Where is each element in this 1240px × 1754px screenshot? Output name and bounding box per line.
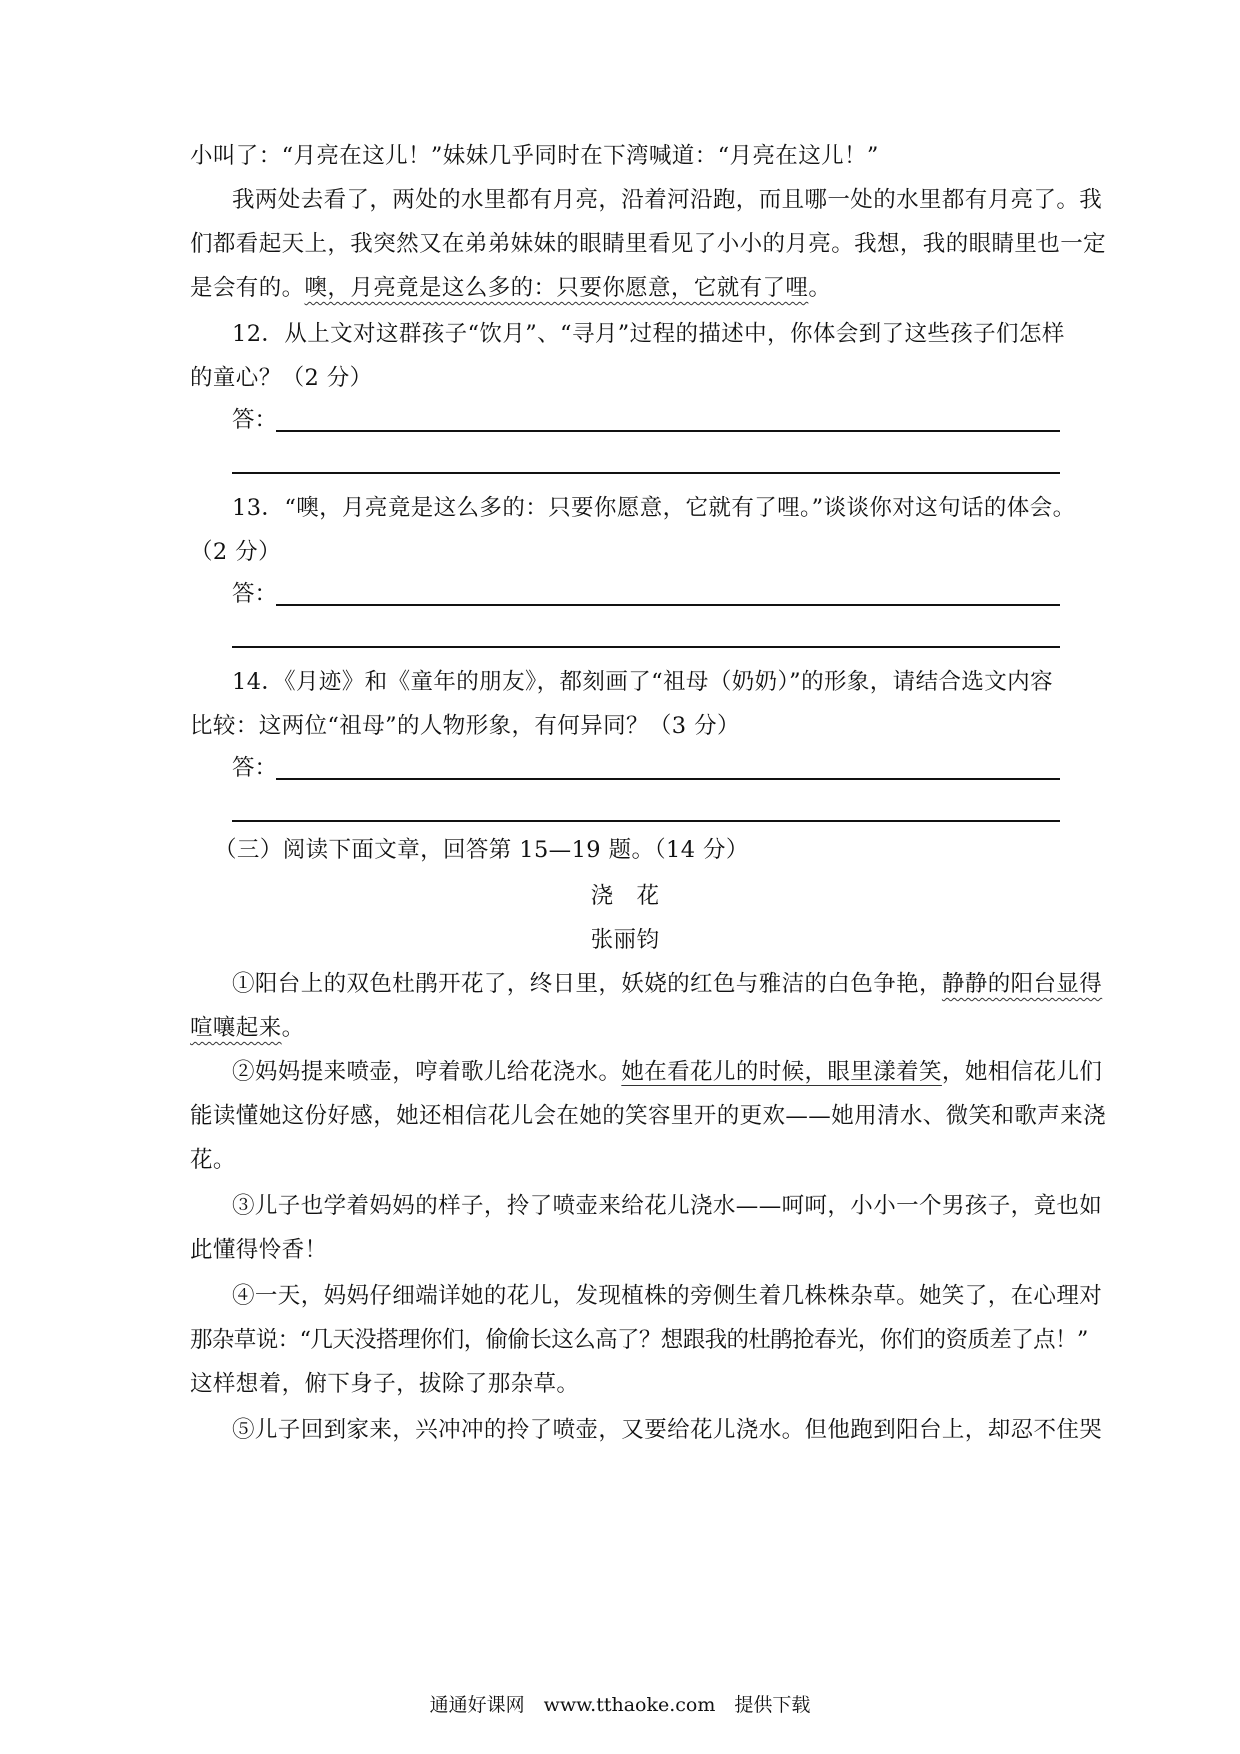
paragraph-5-line: ⑤儿子回到家来，兴冲冲的拎了喷壶，又要给花儿浇水。但他跑到阳台上，却忍不住哭 [232, 1417, 1103, 1443]
answer-field-q13[interactable] [232, 578, 1060, 610]
question-13-line-2: （2 分） [190, 539, 281, 565]
paragraph-4-line: 那杂草说：“几天没搭理你们，偷偷长这么高了？想跟我的杜鹃抢春光，你们的资质差了点！” [190, 1327, 1088, 1353]
question-12-line-2: 的童心？（2 分） [190, 365, 373, 391]
answer-line-blank[interactable] [232, 820, 1060, 822]
question-14-line-1: 14．《月迹》和《童年的朋友》，都刻画了“祖母（奶奶）”的形象，请结合选文内容 [232, 669, 1053, 695]
passage-line: 小叫了：“月亮在这儿！”妹妹几乎同时在下湾喊道：“月亮在这儿！” [190, 143, 879, 169]
wavy-underlined-phrase: 静静的阳台显得 [941, 971, 1103, 997]
passage-line: 们都看起天上，我突然又在弟弟妹妹的眼睛里看见了小小的月亮。我想，我的眼睛里也一定 [190, 231, 1107, 257]
answer-line [276, 604, 1060, 606]
paragraph-4-line: ④一天，妈妈仔细端详她的花儿，发现植株的旁侧生着几株株杂草。她笑了，在心理对 [232, 1283, 1103, 1309]
answer-line-blank[interactable] [232, 646, 1060, 648]
paragraph-1-line [232, 968, 1103, 1000]
paragraph-text: ①阳台上的双色杜鹃开花了，终日里，妖娆的红色与雅洁的白色争艳， [232, 971, 942, 997]
answer-label: 答： [232, 407, 278, 433]
paragraph-3-line: ③儿子也学着妈妈的样子，拎了喷壶来给花儿浇水——呵呵，小小一个男孩子，竟也如 [232, 1193, 1103, 1219]
essay-author: 张丽钧 [590, 927, 660, 953]
passage-line: 我两处去看了，两处的水里都有月亮，沿着河沿跑，而且哪一处的水里都有月亮了。我 [232, 187, 1103, 213]
essay-title: 浇 花 [590, 883, 660, 909]
paragraph-4-line: 这样想着，俯下身子，拔除了那杂草。 [190, 1371, 580, 1397]
paragraph-1-line [190, 1012, 1060, 1044]
answer-line-blank[interactable] [232, 472, 1060, 474]
question-13-line-1: 13．“噢，月亮竟是这么多的：只要你愿意，它就有了哩。”谈谈你对这句话的体会。 [232, 495, 1076, 521]
underlined-phrase: 她在看花儿的时候，眼里漾着笑 [621, 1059, 942, 1085]
answer-field-q14[interactable] [232, 752, 1060, 784]
paragraph-text: 。 [281, 1015, 305, 1041]
question-14-line-2: 比较：这两位“祖母”的人物形象，有何异同？（3 分） [190, 713, 740, 739]
question-12-line-1: 12．从上文对这群孩子“饮月”、“寻月”过程的描述中，你体会到了这些孩子们怎样 [232, 321, 1065, 347]
passage-line [190, 272, 1060, 304]
paragraph-text: ②妈妈提来喷壶，哼着歌儿给花浇水。 [232, 1059, 622, 1085]
answer-label: 答： [232, 755, 278, 781]
paragraph-2-line: 能读懂她这份好感，她还相信花儿会在她的笑容里开的更欢——她用清水、微笑和歌声来浇 [190, 1103, 1107, 1129]
answer-field-q12[interactable] [232, 404, 1060, 436]
wavy-underlined-phrase: 喧嚷起来 [190, 1015, 282, 1041]
answer-line [276, 778, 1060, 780]
paragraph-2-line [232, 1056, 1103, 1088]
paragraph-text: ，她相信花儿们 [941, 1059, 1103, 1085]
paragraph-3-line: 此懂得怜香！ [190, 1237, 328, 1263]
page-footer: 通通好课网 www.tthaoke.com 提供下载 [429, 1694, 811, 1716]
paragraph-2-line: 花。 [190, 1147, 236, 1173]
passage-text: 是会有的。 [190, 275, 305, 301]
wavy-underlined-sentence: 噢，月亮竟是这么多的：只要你愿意，它就有了哩 [304, 275, 809, 301]
passage-text: 。 [808, 275, 832, 301]
answer-line [276, 430, 1060, 432]
section-heading: （三）阅读下面文章，回答第 15—19 题。（14 分） [214, 837, 749, 863]
answer-label: 答： [232, 581, 278, 607]
